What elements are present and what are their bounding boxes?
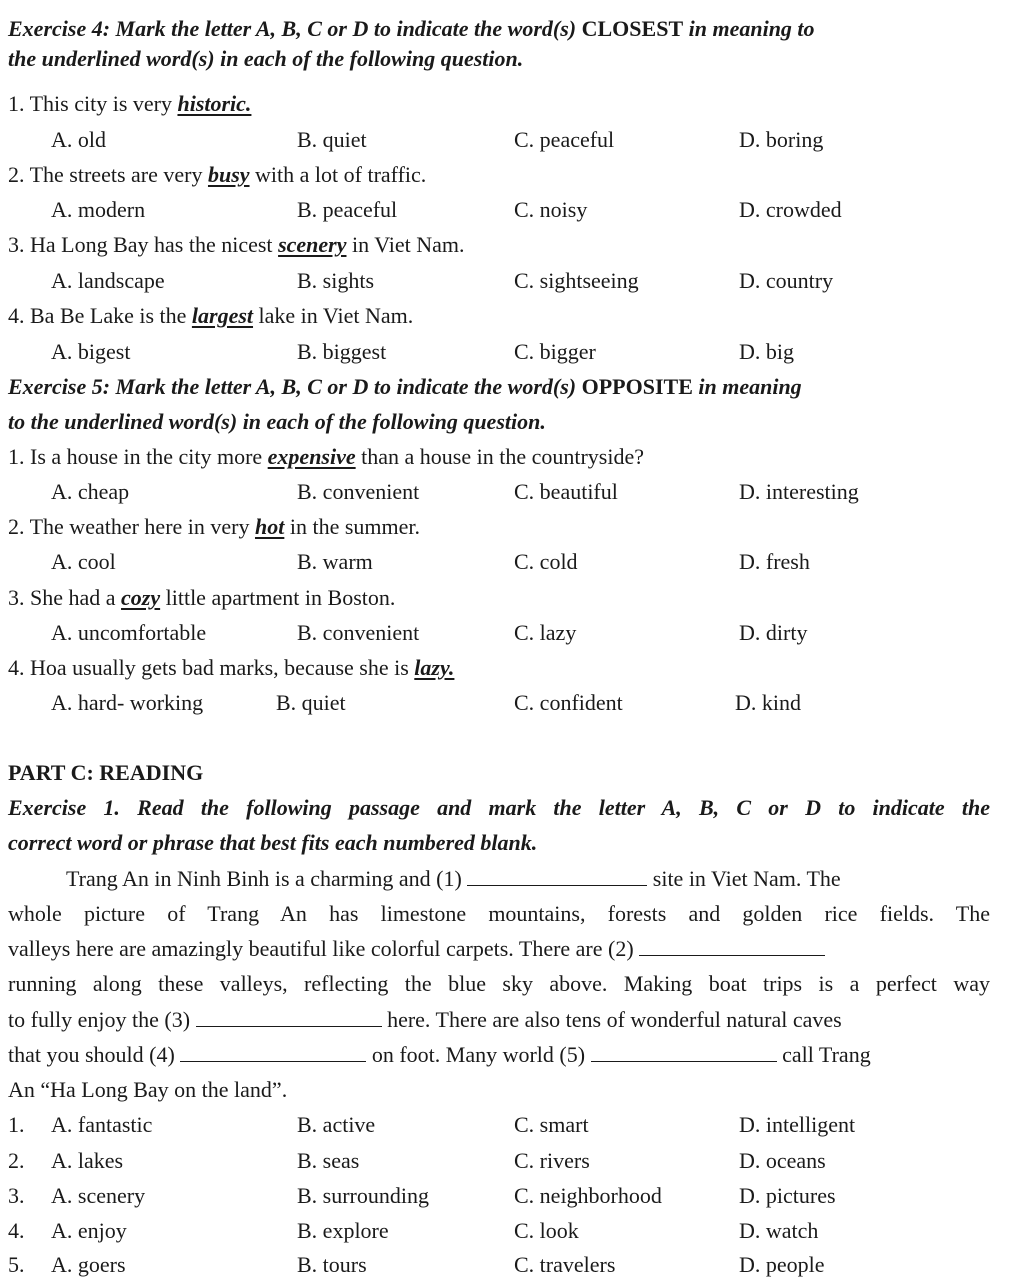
option-d[interactable]: D. kind — [735, 690, 801, 715]
blank-3[interactable] — [196, 1008, 382, 1027]
option-d[interactable]: D. watch — [739, 1218, 819, 1243]
passage-line-5: to fully enjoy the (3) here. There are also tens of wonderful natural caves — [8, 1007, 842, 1032]
passage-line-3: valleys here are amazingly beautiful like colorful carpets. There are (2) — [8, 936, 990, 962]
option-a[interactable]: A. fantastic — [51, 1112, 153, 1137]
exercise-5-title-line2: to the underlined word(s) in each of the following question. — [8, 409, 546, 434]
option-c[interactable]: C. look — [514, 1218, 579, 1243]
option-c[interactable]: C. noisy — [514, 197, 588, 222]
option-d[interactable]: D. crowded — [739, 197, 842, 222]
ex5-question-4: 4. Hoa usually gets bad marks, because she is lazy. — [8, 655, 455, 680]
ex5-question-3: 3. She had a cozy little apartment in Boston. — [8, 585, 396, 610]
option-a[interactable]: A. uncomfortable — [51, 620, 207, 645]
option-c[interactable]: C. rivers — [514, 1148, 590, 1173]
option-b[interactable]: B. biggest — [297, 339, 387, 364]
passage-line-4: running along these valleys, reflecting the blue sky above. Making boat trips is a perfect way — [8, 971, 990, 996]
passage-line-2: whole picture of Trang An has limestone mountains, forests and golden rice fields. The — [8, 901, 990, 926]
option-a[interactable]: A. cheap — [51, 479, 130, 504]
passage-line-1: Trang An in Ninh Binh is a charming and (1) site in Viet Nam. The — [66, 866, 841, 891]
blank-2[interactable] — [639, 937, 825, 956]
option-d[interactable]: D. country — [739, 268, 834, 293]
option-b[interactable]: B. convenient — [297, 620, 420, 645]
reading-exercise-title: Exercise 1. Read the following passage and mark the letter A, B, C or D to indicate the — [8, 795, 990, 820]
option-b[interactable]: B. seas — [297, 1148, 360, 1173]
option-b[interactable]: B. warm — [297, 549, 373, 574]
ex4-question-3: 3. Ha Long Bay has the nicest scenery in Viet Nam. — [8, 232, 465, 257]
option-a[interactable]: A. modern — [51, 197, 146, 222]
option-a[interactable]: A. bigest — [51, 339, 131, 364]
option-b[interactable]: B. tours — [297, 1252, 367, 1277]
option-a[interactable]: A. enjoy — [51, 1218, 127, 1243]
option-c[interactable]: C. neighborhood — [514, 1183, 662, 1208]
blank-5[interactable] — [591, 1043, 777, 1062]
exercise-5-title: Exercise 5: Mark the letter A, B, C or D to indicate the word(s) OPPOSITE in meaning — [8, 374, 802, 399]
reading-exercise-title-line2: correct word or phrase that best fits each numbered blank. — [8, 830, 538, 855]
answer-number: 1. — [8, 1112, 25, 1137]
option-a[interactable]: A. landscape — [51, 268, 165, 293]
answer-number: 3. — [8, 1183, 25, 1208]
blank-4[interactable] — [180, 1043, 366, 1062]
option-b[interactable]: B. explore — [297, 1218, 389, 1243]
option-b[interactable]: B. quiet — [276, 690, 346, 715]
option-c[interactable]: C. sightseeing — [514, 268, 639, 293]
answer-number: 5. — [8, 1252, 25, 1277]
passage-line-7: An “Ha Long Bay on the land”. — [8, 1077, 288, 1102]
option-a[interactable]: A. goers — [51, 1252, 126, 1277]
passage-line-6: that you should (4) on foot. Many world (5) call Trang — [8, 1042, 871, 1067]
option-d[interactable]: D. dirty — [739, 620, 808, 645]
option-a[interactable]: A. hard- working — [51, 690, 204, 715]
option-c[interactable]: C. cold — [514, 549, 578, 574]
answer-number: 4. — [8, 1218, 25, 1243]
option-c[interactable]: C. smart — [514, 1112, 589, 1137]
option-b[interactable]: B. sights — [297, 268, 375, 293]
option-d[interactable]: D. boring — [739, 127, 824, 152]
option-d[interactable]: D. fresh — [739, 549, 810, 574]
option-a[interactable]: A. cool — [51, 549, 116, 574]
option-d[interactable]: D. pictures — [739, 1183, 836, 1208]
option-c[interactable]: C. confident — [514, 690, 623, 715]
part-c-heading: PART C: READING — [8, 760, 204, 785]
option-b[interactable]: B. surrounding — [297, 1183, 429, 1208]
option-c[interactable]: C. peaceful — [514, 127, 615, 152]
option-c[interactable]: C. lazy — [514, 620, 577, 645]
ex4-question-2: 2. The streets are very busy with a lot of traffic. — [8, 162, 427, 187]
exercise-4-title: Exercise 4: Mark the letter A, B, C or D to indicate the word(s) CLOSEST in meaning to — [8, 16, 815, 41]
option-a[interactable]: A. old — [51, 127, 106, 152]
option-c[interactable]: C. beautiful — [514, 479, 618, 504]
ex5-question-1: 1. Is a house in the city more expensive than a house in the countryside? — [8, 444, 645, 469]
option-d[interactable]: D. big — [739, 339, 794, 364]
ex4-question-4: 4. Ba Be Lake is the largest lake in Viet Nam. — [8, 303, 414, 328]
ex5-question-2: 2. The weather here in very hot in the summer. — [8, 514, 420, 539]
option-a[interactable]: A. lakes — [51, 1148, 124, 1173]
option-d[interactable]: D. oceans — [739, 1148, 826, 1173]
option-b[interactable]: B. quiet — [297, 127, 367, 152]
option-d[interactable]: D. intelligent — [739, 1112, 856, 1137]
option-b[interactable]: B. convenient — [297, 479, 420, 504]
option-c[interactable]: C. travelers — [514, 1252, 616, 1277]
exercise-4-title-line2: the underlined word(s) in each of the following question. — [8, 46, 524, 71]
option-b[interactable]: B. peaceful — [297, 197, 398, 222]
option-d[interactable]: D. interesting — [739, 479, 859, 504]
option-b[interactable]: B. active — [297, 1112, 376, 1137]
option-a[interactable]: A. scenery — [51, 1183, 146, 1208]
option-d[interactable]: D. people — [739, 1252, 825, 1277]
option-c[interactable]: C. bigger — [514, 339, 596, 364]
ex4-question-1: 1. This city is very historic. — [8, 91, 252, 116]
blank-1[interactable] — [467, 867, 647, 886]
answer-number: 2. — [8, 1148, 25, 1173]
